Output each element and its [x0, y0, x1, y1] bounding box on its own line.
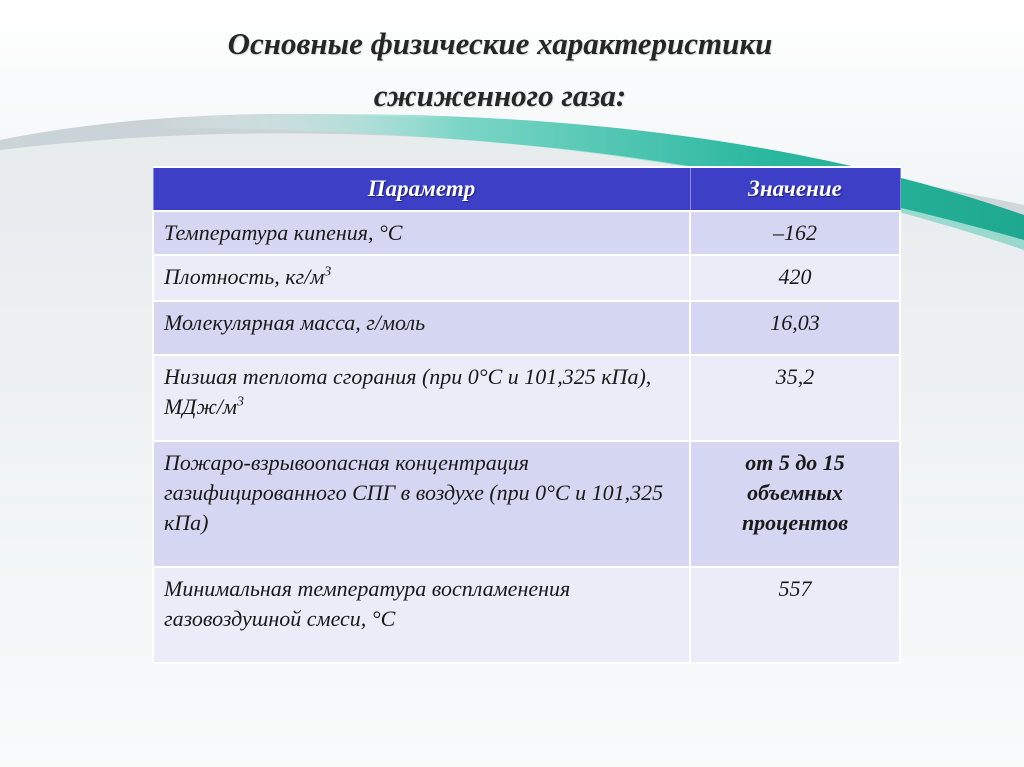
slide-title [0, 18, 1000, 122]
table-row [153, 441, 900, 567]
value-cell: –162 [690, 211, 900, 255]
value-cell: 35,2 [690, 355, 900, 441]
table-row [153, 355, 900, 441]
value-cell: 557 [690, 567, 900, 663]
table-row [153, 567, 900, 663]
param-text: Минимальная температура воспламенения газовоздушной смеси, °С [164, 576, 571, 631]
value-cell: 420 [690, 255, 900, 301]
param-text: Низшая теплота сгорания (при 0°С и 101,325 кПа), МДж/м [164, 364, 652, 419]
param-cell [153, 441, 690, 567]
param-text: Температура кипения, °С [164, 220, 403, 245]
value-cell: 16,03 [690, 301, 900, 355]
param-text: Пожаро-взрывоопасная концентрация газифицированного СПГ в воздухе (при 0°С и 101,325 кПа) [164, 450, 664, 535]
param-cell [153, 301, 690, 355]
superscript: 3 [236, 394, 244, 410]
param-cell [153, 567, 690, 663]
table-row [153, 255, 900, 301]
param-cell [153, 211, 690, 255]
table-row [153, 301, 900, 355]
title-line-2: сжиженного газа: [373, 78, 627, 113]
table-row [153, 211, 900, 255]
header-parameter: Параметр [153, 167, 690, 211]
header-value: Значение [690, 167, 900, 211]
properties-table [152, 166, 899, 664]
param-text: Молекулярная масса, г/моль [164, 310, 426, 335]
title-line-1: Основные физические характеристики [227, 26, 773, 61]
value-cell: от 5 до 15 объемных процентов [690, 441, 900, 567]
param-text: Плотность, кг/м [164, 264, 325, 289]
param-cell [153, 255, 690, 301]
param-cell [153, 355, 690, 441]
superscript: 3 [324, 264, 332, 280]
